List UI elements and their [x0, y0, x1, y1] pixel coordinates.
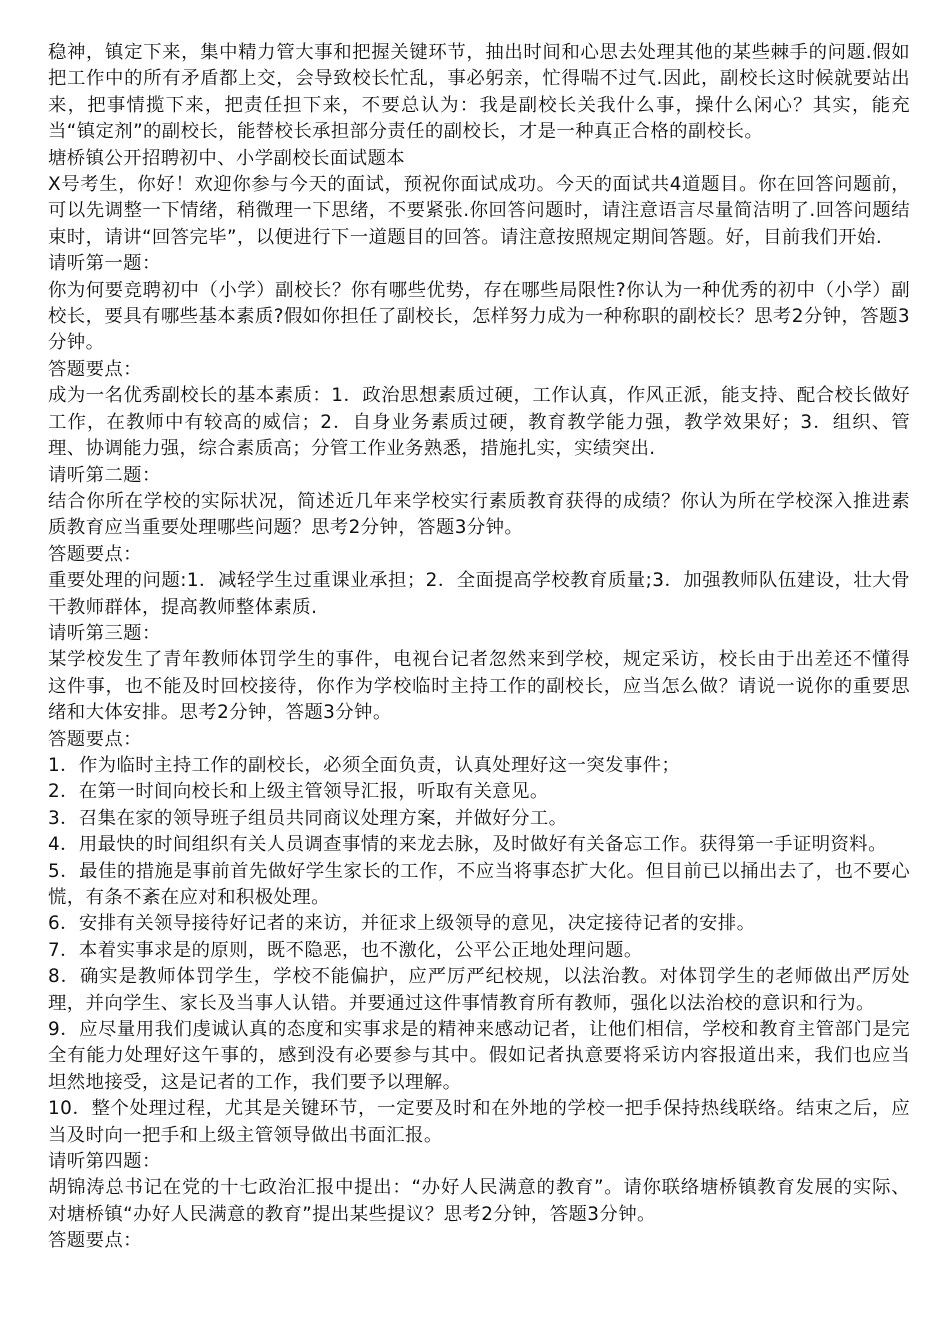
- answer-point: 7．本着实事求是的原则，既不隐恶，也不激化，公平公正地处理问题。: [48, 939, 643, 961]
- answer-point: 4．用最快的时间组织有关人员调查事情的来龙去脉，及时做好有关备忘工作。获得第一手证明资料。: [48, 834, 887, 856]
- document-page: [48, 40, 910, 1255]
- answer-point: 3．召集在家的领导班子组员共同商议处理方案，并做好分工。: [48, 807, 568, 829]
- question-3-heading: 请听第三题：: [48, 622, 161, 644]
- greeting-paragraph: X号考生，你好！欢迎你参与今天的面试，预祝你面试成功。今天的面试共4道题目。你在回答问题前，可以先调整一下情绪，稍微理一下思绪，不要紧张.你回答问题时，请注意语言尽量简洁明了.回答问题结束时，请讲“回答完毕”，以便进行下一道题目的回答。请注意按照规定期间答题。好，目前我们开始.: [48, 174, 910, 248]
- answer-point: 8．确实是教师体罚学生，学校不能偏护，应严厉严纪校规，以法治教。对体罚学生的老师做出严厉处理，并向学生、家长及当事人认错。并要通过这件事情教育所有教师，强化以法治校的意识和行为。: [48, 966, 910, 1014]
- question-4-text: 胡锦涛总书记在党的十七政治汇报中提出：“办好人民满意的教育”。请你联络塘桥镇教育发展的实际、对塘桥镇“办好人民满意的教育”提出某些提议？思考2分钟，答题3分钟。: [48, 1177, 910, 1225]
- question-1-answer: 成为一名优秀副校长的基本素质：1．政治思想素质过硬，工作认真，作风正派，能支持、配合校长做好工作，在教师中有较高的威信；2．自身业务素质过硬，教育教学能力强，教学效果好；3．组织、管理、协调能力强，综合素质高；分管工作业务熟悉，措施扎实，实绩突出.: [48, 385, 910, 460]
- answer-point: 6．安排有关领导接待好记者的来访，并征求上级领导的意见，决定接待记者的安排。: [48, 913, 756, 935]
- answer-point: 5．最佳的措施是事前首先做好学生家长的工作，不应当将事态扩大化。但目前已以捅出去了，也不要心慌，有条不紊在应对和积极处理。: [48, 860, 910, 908]
- document-title: 塘桥镇公开招聘初中、小学副校长面试题本: [48, 147, 406, 169]
- question-2-heading: 请听第二题：: [48, 464, 161, 486]
- answer-point: 2．在第一时间向校长和上级主管领导汇报，听取有关意见。: [48, 781, 549, 803]
- question-1-answer-label: 答题要点：: [48, 358, 142, 380]
- question-1-text: 你为何要竞聘初中（小学）副校长？你有哪些优势，存在哪些局限性?你认为一种优秀的初中（小学）副校长，要具有哪些基本素质?假如你担任了副校长，怎样努力成为一种称职的副校长？思考2分钟，答题3分钟。: [48, 279, 910, 354]
- question-4-answer-label: 答题要点：: [48, 1230, 142, 1252]
- answer-point: 1．作为临时主持工作的副校长，必须全面负责，认真处理好这一突发事件；: [48, 754, 681, 776]
- intro-paragraph: 稳神，镇定下来，集中精力管大事和把握关键环节，抽出时间和心思去处理其他的某些棘手的问题.假如把工作中的所有矛盾都上交，会导致校长忙乱，事必躬亲，忙得喘不过气.因此，副校长这时候就要站出来，把事情揽下来，把责任担下来，不要总认为：我是副校长关我什么事，操什么闲心？其实，能充当“镇定剂”的副校长，能替校长承担部分责任的副校长，才是一种真正合格的副校长。: [48, 42, 910, 143]
- question-2-text: 结合你所在学校的实际状况，简述近几年来学校实行素质教育获得的成绩？你认为所在学校深入推进素质教育应当重要处理哪些问题？思考2分钟，答题3分钟。: [48, 490, 910, 539]
- question-2-answer-label: 答题要点：: [48, 543, 142, 565]
- answer-point: 9．应尽量用我们虔诚认真的态度和实事求是的精神来感动记者，让他们相信，学校和教育主管部门是完全有能力处理好这午事的，感到没有必要参与其中。假如记者执意要将采访内容报道出来，我们也应当坦然地接受，这是记者的工作，我们要予以理解。: [48, 1019, 910, 1093]
- question-4-heading: 请听第四题：: [48, 1151, 161, 1173]
- question-1-heading: 请听第一题：: [48, 253, 161, 275]
- question-3-answer-label: 答题要点：: [48, 728, 142, 750]
- question-3-text: 某学校发生了青年教师体罚学生的事件，电视台记者忽然来到学校，规定采访，校长由于出差还不懂得这件事，也不能及时回校接待，你作为学校临时主持工作的副校长，应当怎么做？请说一说你的重要思绪和大体安排。思考2分钟，答题3分钟。: [48, 649, 910, 724]
- answer-point: 10．整个处理过程，尤其是关键环节，一定要及时和在外地的学校一把手保持热线联络。结束之后，应当及时向一把手和上级主管领导做出书面汇报。: [48, 1098, 910, 1146]
- question-2-answer: 重要处理的问题:1．减轻学生过重课业承担；2．全面提高学校教育质量;3．加强教师队伍建设，壮大骨干教师群体，提高教师整体素质.: [48, 570, 910, 618]
